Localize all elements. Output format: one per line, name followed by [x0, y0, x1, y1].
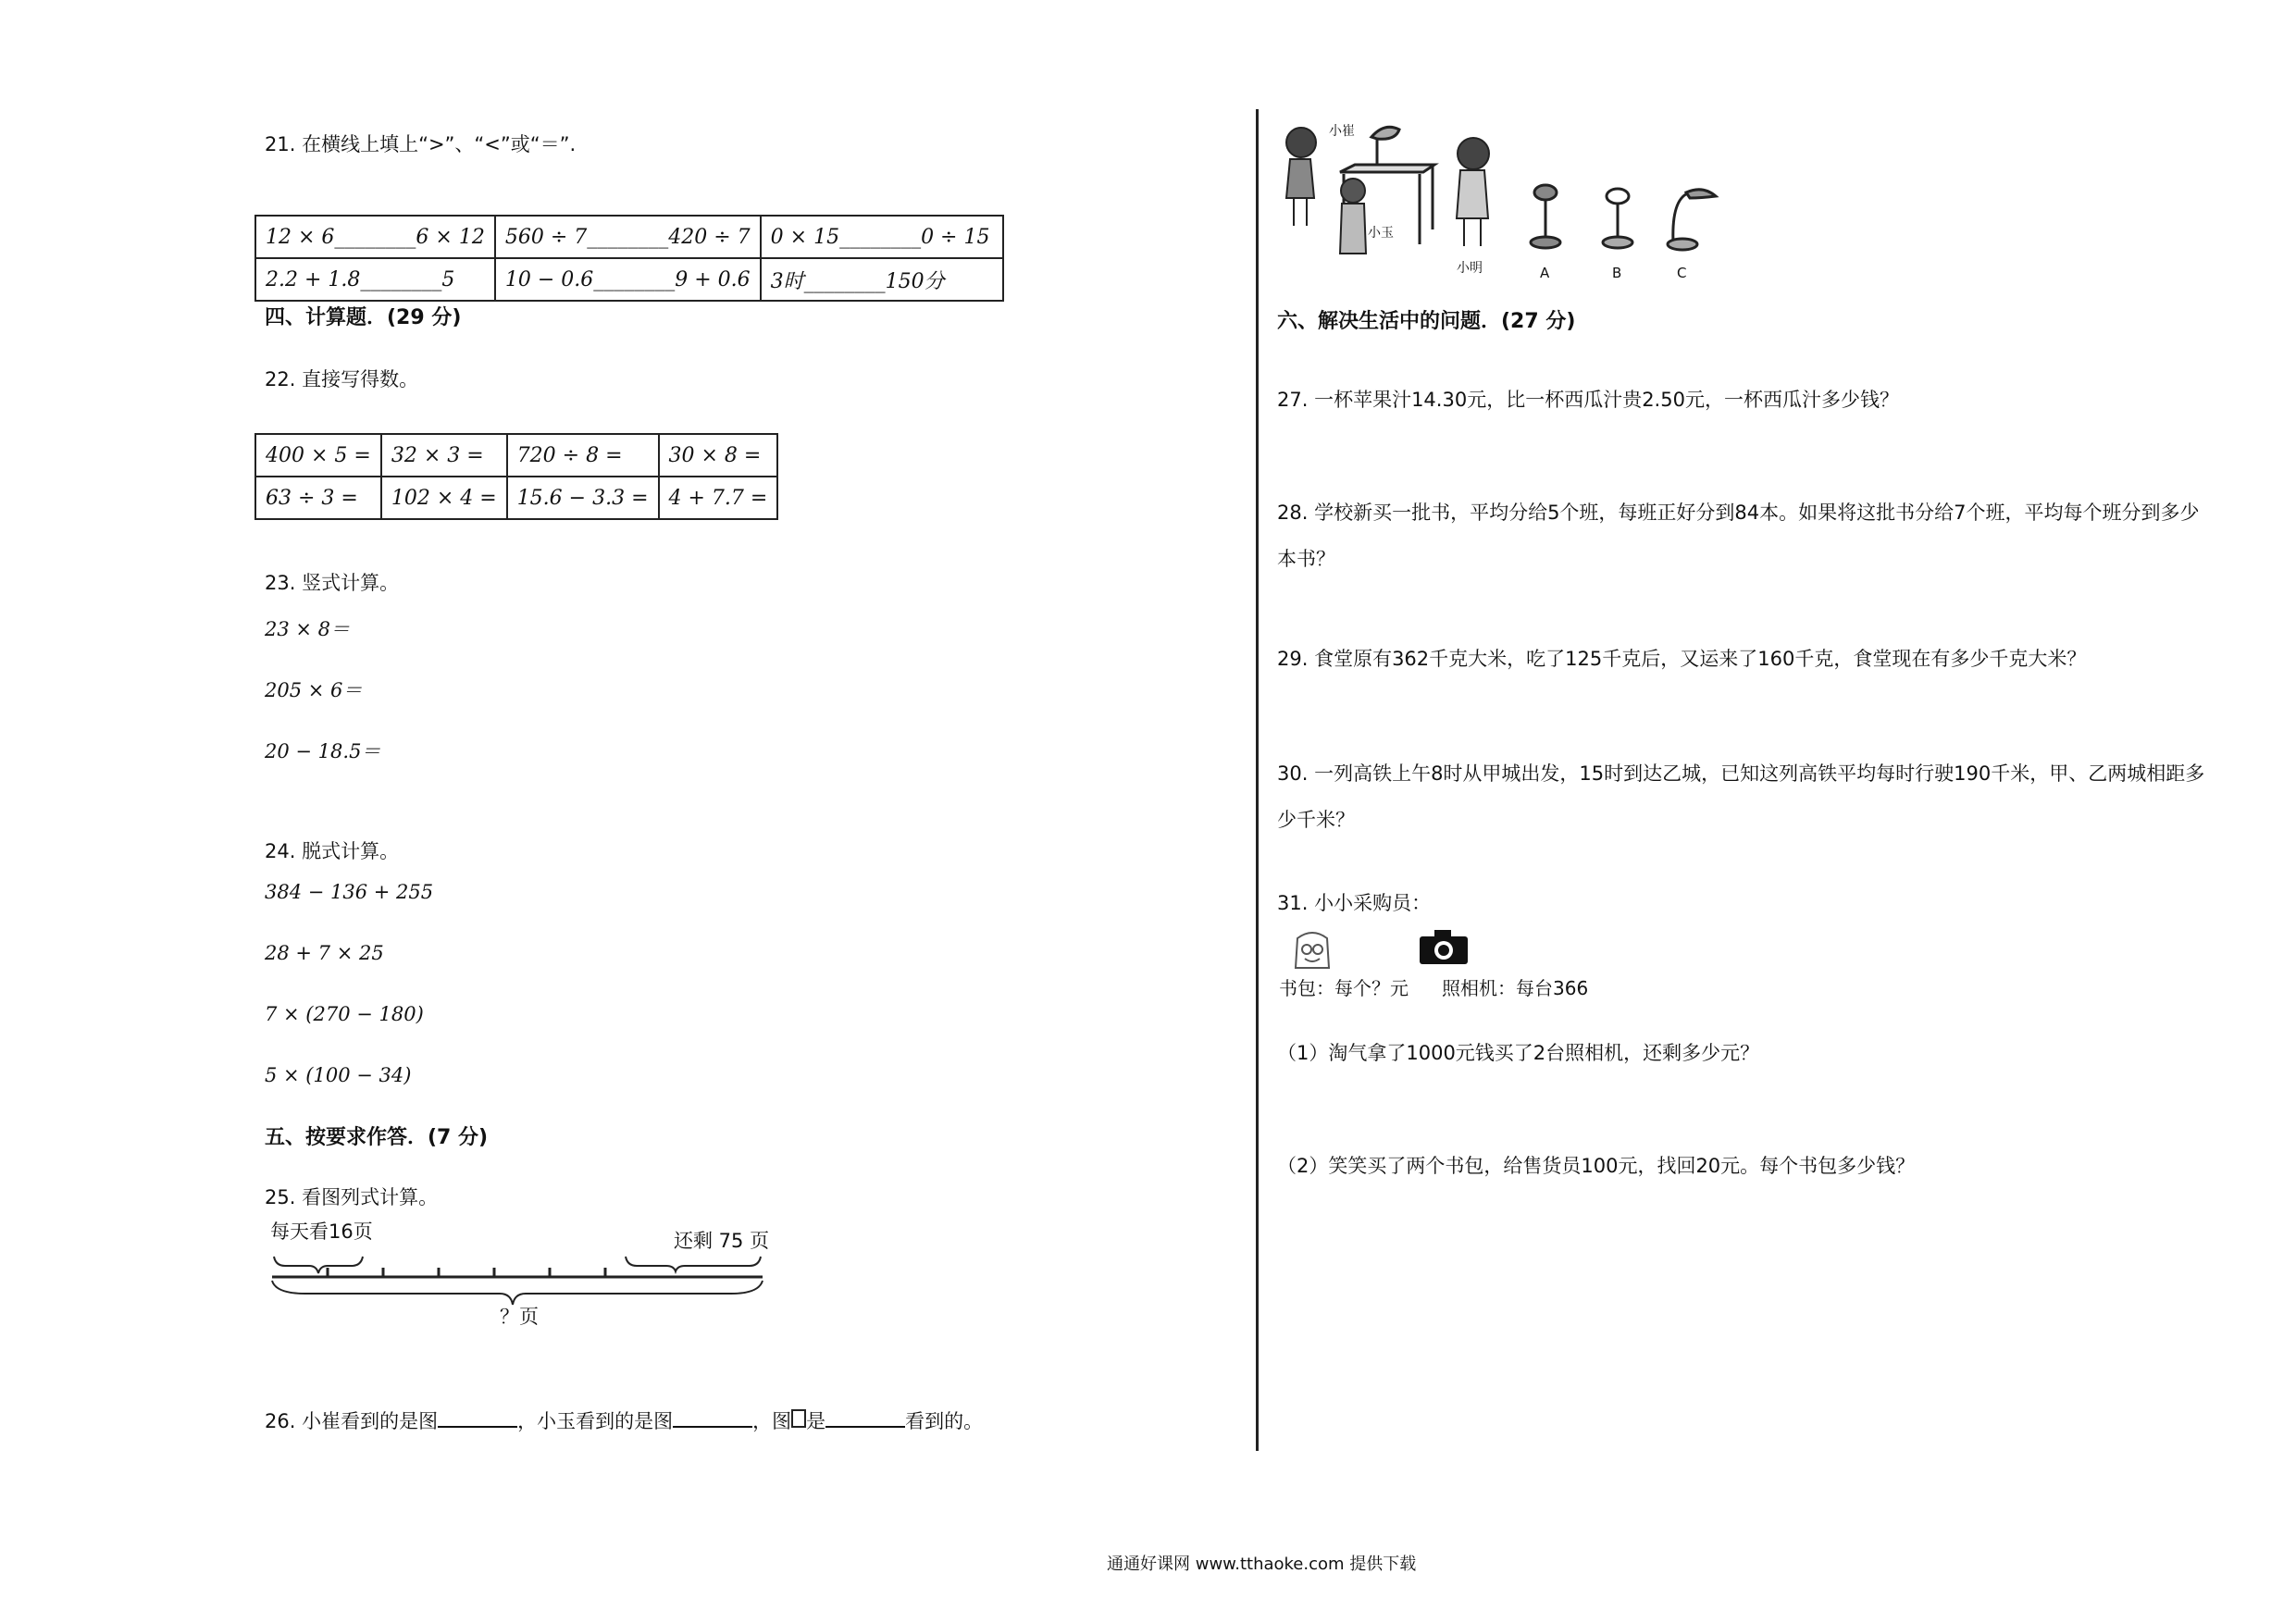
reading-line-diagram [268, 1216, 787, 1327]
table-cell[interactable]: 560 ÷ 7________420 ÷ 7 [495, 216, 761, 258]
q28-line: 28. 学校新买一批书，平均分给5个班，每班正好分到84本。如果将这批书分给7个班，平均每个班分到多少 [1277, 502, 2200, 524]
diagram-bottom-brace [272, 1281, 763, 1305]
q23-item: 205 × 6＝ [265, 679, 363, 701]
section-4-heading: 四、计算题．(29 分) [265, 306, 462, 329]
q26-part: 是 [806, 1410, 826, 1432]
answer-blank[interactable] [438, 1406, 517, 1428]
missing-glyph-box [791, 1409, 806, 1428]
q24-item: 384 − 136 + 255 [265, 881, 434, 903]
q24-item: 28 + 7 × 25 [265, 942, 384, 964]
q31-sub1: （1）淘气拿了1000元钱买了2台照相机，还剩多少元？ [1277, 1042, 1760, 1064]
table-cell[interactable]: 102 × 4 = [381, 477, 507, 519]
schoolbag-icon [1288, 925, 1336, 973]
table-cell[interactable]: 3时________150分 [761, 258, 1003, 301]
table-cell[interactable]: 30 × 8 = [659, 434, 778, 477]
q26-part: 26. 小崔看到的是图 [265, 1410, 439, 1432]
table-cell[interactable]: 2.2 + 1.8________5 [255, 258, 495, 301]
table-cell[interactable]: 15.6 − 3.3 = [507, 477, 659, 519]
figure-label: A [1540, 265, 1550, 281]
lamp-view-a [1531, 185, 1560, 248]
figure-label: 小崔 [1329, 124, 1355, 139]
observation-figure [1275, 115, 1747, 285]
figure-label: 小玉 [1368, 226, 1394, 241]
camera-icon [1416, 927, 1471, 968]
table-cell[interactable]: 63 ÷ 3 = [255, 477, 381, 519]
diagram-label-total: ？页 [500, 1306, 539, 1327]
figure-label: B [1612, 265, 1622, 281]
q28-line: 本书？ [1277, 548, 1335, 570]
q29-text: 29. 食堂原有362千克大米，吃了125千克后，又运来了160千克，食堂现在有多少千克大米？ [1277, 648, 2087, 670]
q22-title: 22. 直接写得数。 [265, 368, 419, 390]
table-cell[interactable]: 0 × 15________0 ÷ 15 [761, 216, 1003, 258]
q26-part: ，小玉看到的是图 [517, 1410, 674, 1432]
child-figure-front [1340, 179, 1366, 254]
diagram-top-brace [274, 1257, 363, 1273]
table-cell[interactable]: 10 − 0.6________9 + 0.6 [495, 258, 761, 301]
table-cell[interactable]: 720 ÷ 8 = [507, 434, 659, 477]
section-5-heading: 五、按要求作答．(7 分) [265, 1126, 489, 1149]
q30-line: 少千米？ [1277, 809, 1355, 831]
answer-blank[interactable] [673, 1406, 752, 1428]
section-6-heading: 六、解决生活中的问题．(27 分) [1277, 310, 1576, 333]
page-footer: 通通好课网 www.tthaoke.com 提供下载 [1107, 1555, 1417, 1574]
table-cell[interactable]: 12 × 6________6 × 12 [255, 216, 495, 258]
column-divider [1256, 109, 1259, 1451]
q24-item: 5 × (100 − 34) [265, 1064, 412, 1086]
q24-item: 7 × (270 − 180) [265, 1003, 424, 1025]
q26-part: ，图 [752, 1410, 792, 1432]
table-cell[interactable]: 400 × 5 = [255, 434, 381, 477]
q26-text [265, 1406, 983, 1434]
answer-blank[interactable] [825, 1406, 905, 1428]
table-cell[interactable]: 4 + 7.7 = [659, 477, 778, 519]
lamp-view-c [1668, 190, 1716, 250]
q23-title: 23. 竖式计算。 [265, 572, 400, 594]
q23-item: 23 × 8＝ [265, 618, 351, 640]
diagram-label-remaining: 还剩 75 页 [674, 1230, 770, 1252]
figure-label: 小明 [1457, 261, 1483, 276]
q26-part: 看到的。 [905, 1410, 984, 1432]
diagram-top-brace [626, 1257, 761, 1271]
q24-title: 24. 脱式计算。 [265, 840, 400, 862]
girl-figure [1286, 128, 1316, 226]
q30-line: 30. 一列高铁上午8时从甲城出发，15时到达乙城，已知这列高铁平均每时行驶190千米，甲、乙两城相距多 [1277, 762, 2205, 785]
camera-price-label: 照相机：每台366 [1442, 977, 1589, 999]
q21-title: 21. 在横线上填上“>”、“<”或“＝”. [265, 133, 577, 155]
q21-compare-table [254, 215, 1004, 302]
figure-label: C [1677, 265, 1687, 281]
diagram-label-daily: 每天看16页 [270, 1220, 373, 1243]
schoolbag-price-label: 书包：每个？元 [1279, 977, 1409, 999]
q23-item: 20 − 18.5＝ [265, 740, 381, 762]
q31-title: 31. 小小采购员： [1277, 892, 1432, 914]
q31-sub2: （2）笑笑买了两个书包，给售货员100元，找回20元。每个书包多少钱？ [1277, 1155, 1916, 1177]
q25-title: 25. 看图列式计算。 [265, 1186, 439, 1208]
table-cell[interactable]: 32 × 3 = [381, 434, 507, 477]
lamp-view-b [1603, 189, 1632, 248]
boy-figure [1457, 138, 1489, 246]
q27-text: 27. 一杯苹果汁14.30元，比一杯西瓜汁贵2.50元，一杯西瓜汁多少钱？ [1277, 389, 1899, 411]
q22-mental-math-table [254, 433, 778, 520]
